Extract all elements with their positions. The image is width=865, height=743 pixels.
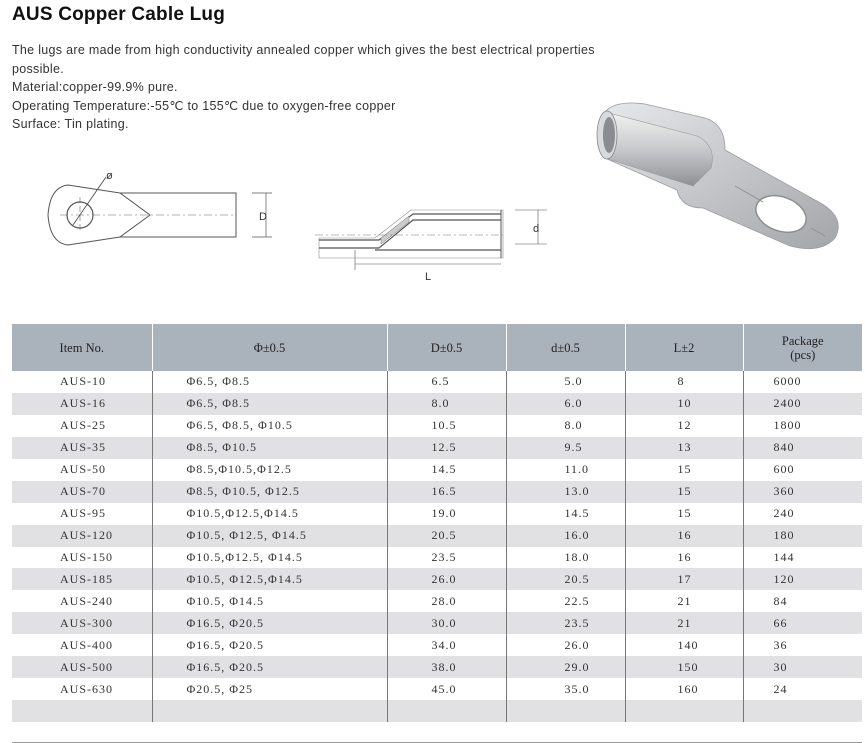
phi-cell: Φ8.5,Φ10.5,Φ12.5 xyxy=(152,459,387,481)
d-inner-label: d xyxy=(533,223,540,235)
phi-cell: Φ10.5, Φ14.5 xyxy=(152,590,387,612)
header-phi: Φ±0.5 xyxy=(152,324,387,371)
package-cell: 24 xyxy=(743,678,862,700)
D-cell: 26.0 xyxy=(387,568,506,590)
spec-table xyxy=(12,324,862,722)
header-d: d±0.5 xyxy=(506,324,625,371)
item-no-cell: AUS-16 xyxy=(12,393,152,415)
phi-cell: Φ10.5,Φ12.5, Φ14.5 xyxy=(152,547,387,569)
package-cell: 30 xyxy=(743,656,862,678)
L-cell: 15 xyxy=(625,459,743,481)
table-row xyxy=(12,371,862,393)
header-D: D±0.5 xyxy=(387,324,506,371)
table-row xyxy=(12,547,862,569)
phi-cell: Φ10.5,Φ12.5,Φ14.5 xyxy=(152,503,387,525)
item-no-cell: AUS-150 xyxy=(12,547,152,569)
d-cell: 35.0 xyxy=(506,678,625,700)
item-no-cell: AUS-500 xyxy=(12,656,152,678)
d-outer-label: D xyxy=(259,211,267,223)
package-cell: 180 xyxy=(743,525,862,547)
D-cell: 10.5 xyxy=(387,415,506,437)
table-header-row xyxy=(12,324,862,371)
L-cell: 140 xyxy=(625,634,743,656)
L-cell: 21 xyxy=(625,612,743,634)
phi-cell: Φ6.5, Φ8.5 xyxy=(152,393,387,415)
phi-label: ø xyxy=(106,170,113,182)
item-no-cell: AUS-35 xyxy=(12,437,152,459)
item-no-cell: AUS-400 xyxy=(12,634,152,656)
D-cell: 23.5 xyxy=(387,547,506,569)
d-cell: 8.0 xyxy=(506,415,625,437)
item-no-cell xyxy=(12,700,152,722)
description-line: Surface: Tin plating. xyxy=(12,117,129,131)
package-cell: 144 xyxy=(743,547,862,569)
phi-cell xyxy=(152,700,387,722)
package-cell: 84 xyxy=(743,590,862,612)
D-cell: 12.5 xyxy=(387,437,506,459)
table-row xyxy=(12,656,862,678)
table-row xyxy=(12,525,862,547)
phi-cell: Φ8.5, Φ10.5 xyxy=(152,437,387,459)
package-cell: 360 xyxy=(743,481,862,503)
table-row xyxy=(12,700,862,722)
L-cell: 12 xyxy=(625,415,743,437)
package-cell: 66 xyxy=(743,612,862,634)
L-cell xyxy=(625,700,743,722)
L-cell: 15 xyxy=(625,503,743,525)
lug-top-view-drawing xyxy=(40,165,280,265)
D-cell: 30.0 xyxy=(387,612,506,634)
L-cell: 160 xyxy=(625,678,743,700)
table-row xyxy=(12,590,862,612)
D-cell: 38.0 xyxy=(387,656,506,678)
table-row xyxy=(12,437,862,459)
header-L: L±2 xyxy=(625,324,743,371)
length-label: L xyxy=(425,271,432,283)
d-cell: 22.5 xyxy=(506,590,625,612)
D-cell: 45.0 xyxy=(387,678,506,700)
L-cell: 16 xyxy=(625,525,743,547)
item-no-cell: AUS-300 xyxy=(12,612,152,634)
D-cell: 6.5 xyxy=(387,371,506,393)
L-cell: 15 xyxy=(625,481,743,503)
phi-cell: Φ8.5, Φ10.5, Φ12.5 xyxy=(152,481,387,503)
table-row xyxy=(12,503,862,525)
L-cell: 16 xyxy=(625,547,743,569)
lug-side-view-drawing xyxy=(315,188,555,288)
item-no-cell: AUS-185 xyxy=(12,568,152,590)
d-cell: 23.5 xyxy=(506,612,625,634)
L-cell: 10 xyxy=(625,393,743,415)
package-cell: 120 xyxy=(743,568,862,590)
D-cell: 34.0 xyxy=(387,634,506,656)
item-no-cell: AUS-10 xyxy=(12,371,152,393)
D-cell: 20.5 xyxy=(387,525,506,547)
package-cell: 600 xyxy=(743,459,862,481)
D-cell: 19.0 xyxy=(387,503,506,525)
D-cell: 28.0 xyxy=(387,590,506,612)
phi-cell: Φ10.5, Φ12.5,Φ14.5 xyxy=(152,568,387,590)
table-row xyxy=(12,678,862,700)
description-line: Operating Temperature:-55℃ to 155℃ due to oxygen-free copper xyxy=(12,98,396,113)
item-no-cell: AUS-630 xyxy=(12,678,152,700)
item-no-cell: AUS-70 xyxy=(12,481,152,503)
D-cell xyxy=(387,700,506,722)
package-cell xyxy=(743,700,862,722)
header-item-no: Item No. xyxy=(12,324,152,371)
L-cell: 17 xyxy=(625,568,743,590)
package-cell: 36 xyxy=(743,634,862,656)
d-cell: 13.0 xyxy=(506,481,625,503)
d-cell: 16.0 xyxy=(506,525,625,547)
description xyxy=(12,41,612,134)
d-cell: 18.0 xyxy=(506,547,625,569)
phi-cell: Φ6.5, Φ8.5, Φ10.5 xyxy=(152,415,387,437)
phi-cell: Φ16.5, Φ20.5 xyxy=(152,656,387,678)
D-cell: 14.5 xyxy=(387,459,506,481)
item-no-cell: AUS-25 xyxy=(12,415,152,437)
phi-cell: Φ10.5, Φ12.5, Φ14.5 xyxy=(152,525,387,547)
phi-cell: Φ16.5, Φ20.5 xyxy=(152,634,387,656)
d-cell: 5.0 xyxy=(506,371,625,393)
phi-cell: Φ6.5, Φ8.5 xyxy=(152,371,387,393)
package-cell: 2400 xyxy=(743,393,862,415)
table-row xyxy=(12,393,862,415)
L-cell: 13 xyxy=(625,437,743,459)
page-title: AUS Copper Cable Lug xyxy=(12,4,226,25)
d-cell: 6.0 xyxy=(506,393,625,415)
package-cell: 240 xyxy=(743,503,862,525)
d-cell: 11.0 xyxy=(506,459,625,481)
d-cell: 26.0 xyxy=(506,634,625,656)
d-cell: 20.5 xyxy=(506,568,625,590)
table-row xyxy=(12,415,862,437)
d-cell: 14.5 xyxy=(506,503,625,525)
description-line: The lugs are made from high conductivity annealed copper which gives the best electrical properties possible. xyxy=(12,43,595,76)
table-row xyxy=(12,568,862,590)
header-package: Package (pcs) xyxy=(743,324,862,371)
table-row xyxy=(12,459,862,481)
table-row xyxy=(12,612,862,634)
D-cell: 8.0 xyxy=(387,393,506,415)
D-cell: 16.5 xyxy=(387,481,506,503)
item-no-cell: AUS-240 xyxy=(12,590,152,612)
phi-cell: Φ16.5, Φ20.5 xyxy=(152,612,387,634)
package-cell: 840 xyxy=(743,437,862,459)
table-row xyxy=(12,634,862,656)
item-no-cell: AUS-120 xyxy=(12,525,152,547)
L-cell: 150 xyxy=(625,656,743,678)
lug-product-image xyxy=(585,90,855,255)
L-cell: 8 xyxy=(625,371,743,393)
d-cell: 9.5 xyxy=(506,437,625,459)
package-cell: 1800 xyxy=(743,415,862,437)
item-no-cell: AUS-95 xyxy=(12,503,152,525)
item-no-cell: AUS-50 xyxy=(12,459,152,481)
package-cell: 6000 xyxy=(743,371,862,393)
phi-cell: Φ20.5, Φ25 xyxy=(152,678,387,700)
d-cell xyxy=(506,700,625,722)
L-cell: 21 xyxy=(625,590,743,612)
d-cell: 29.0 xyxy=(506,656,625,678)
description-line: Material:copper-99.9% pure. xyxy=(12,80,178,94)
table-row xyxy=(12,481,862,503)
